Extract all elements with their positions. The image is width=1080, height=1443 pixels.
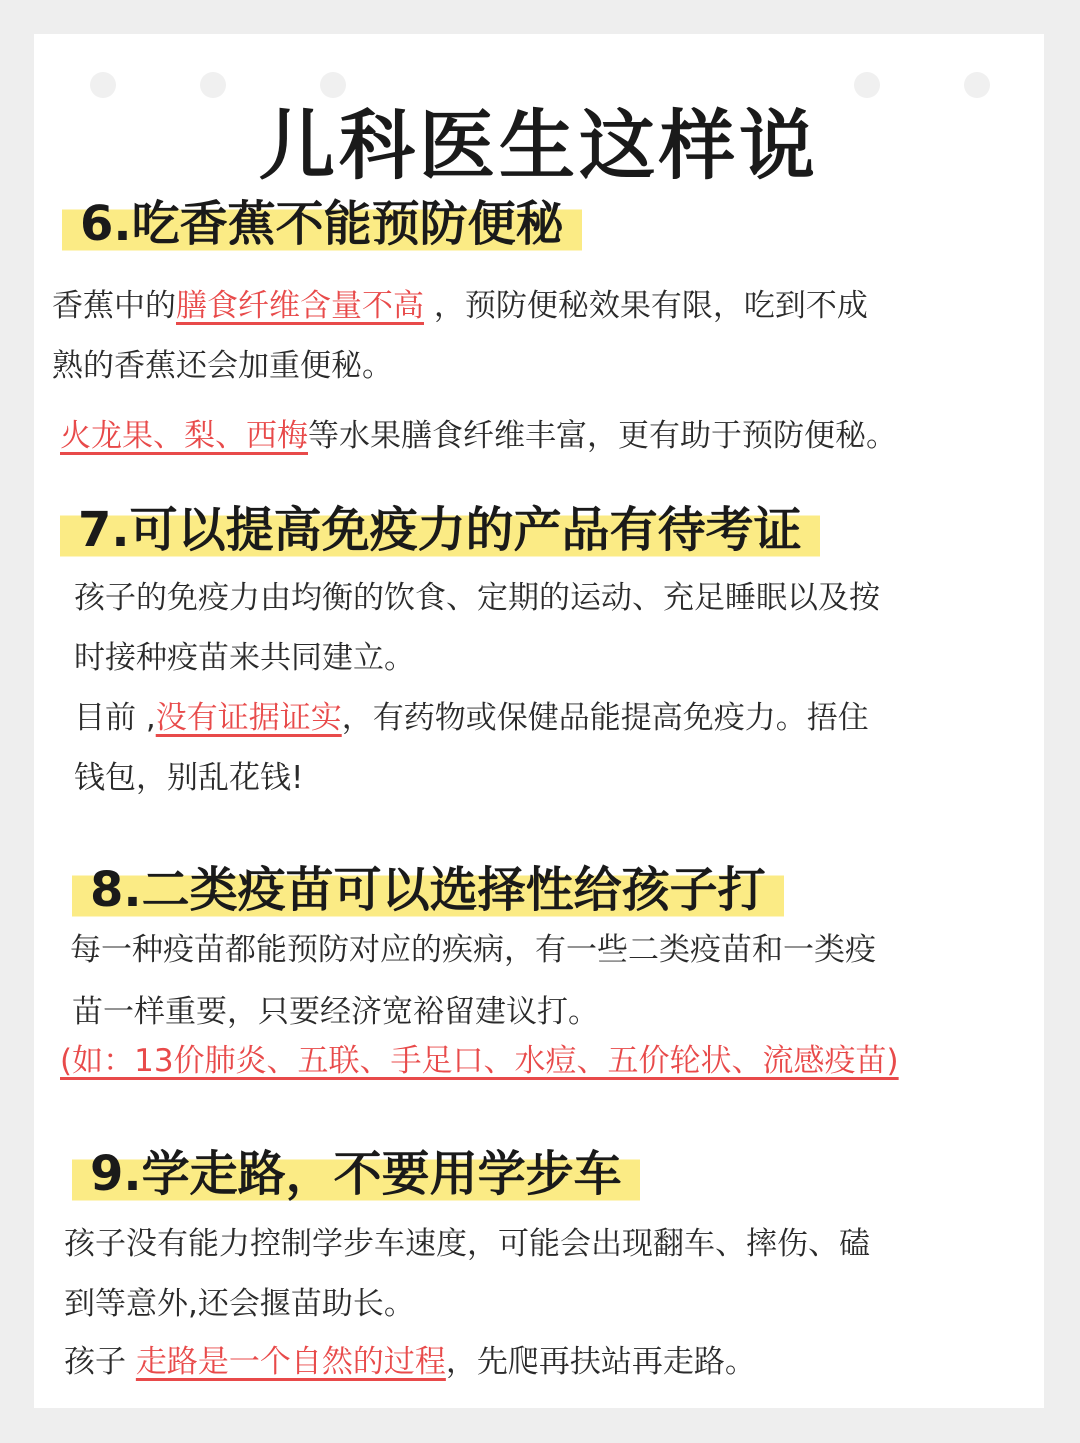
highlight-text: 没有证据证实 — [155, 700, 342, 736]
section-paragraph: 孩子的免疫力由均衡的饮食、定期的运动、充足睡眠以及按 — [74, 580, 880, 616]
dot-icon — [964, 72, 990, 98]
highlight-text: 膳食纤维含量不高 — [176, 288, 424, 324]
section-heading: 6.吃香蕉不能预防便秘 — [62, 194, 582, 254]
section-paragraph: 苗一样重要，只要经济宽裕留建议打。 — [72, 994, 599, 1030]
section-paragraph: 每一种疫苗都能预防对应的疾病，有一些二类疫苗和一类疫 — [70, 932, 876, 968]
section-paragraph: 孩子 走路是一个自然的过程，先爬再扶站再走路。 — [64, 1344, 756, 1380]
section-paragraph: 孩子没有能力控制学步车速度，可能会出现翻车、摔伤、磕 — [64, 1226, 870, 1262]
dot-icon — [200, 72, 226, 98]
section-paragraph: 时接种疫苗来共同建立。 — [74, 640, 415, 676]
section-paragraph: 目前 ,没有证据证实，有药物或保健品能提高免疫力。捂住 — [74, 700, 869, 736]
section-heading: 7.可以提高免疫力的产品有待考证 — [60, 500, 820, 560]
section-heading: 8.二类疫苗可以选择性给孩子打 — [72, 860, 784, 920]
section-paragraph: 香蕉中的膳食纤维含量不高 ，预防便秘效果有限，吃到不成 — [52, 288, 868, 324]
highlight-text: 走路是一个自然的过程 — [135, 1344, 446, 1380]
dot-icon — [320, 72, 346, 98]
section-paragraph: 熟的香蕉还会加重便秘。 — [52, 348, 393, 384]
page-title: 儿科医生这样说 — [259, 101, 819, 190]
section-heading: 9.学走路，不要用学步车 — [72, 1144, 640, 1204]
section-paragraph: 火龙果、梨、西梅等水果膳食纤维丰富，更有助于预防便秘。 — [60, 418, 897, 454]
section-paragraph: 钱包，别乱花钱! — [74, 760, 304, 796]
dot-icon — [90, 72, 116, 98]
dot-icon — [854, 72, 880, 98]
section-paragraph: 到等意外,还会揠苗助长。 — [64, 1286, 415, 1322]
vaccine-examples-note: (如：13价肺炎、五联、手足口、水痘、五价轮状、流感疫苗) — [60, 1043, 899, 1079]
highlight-text: 火龙果、梨、西梅 — [60, 418, 308, 454]
article-card — [34, 34, 1044, 1408]
